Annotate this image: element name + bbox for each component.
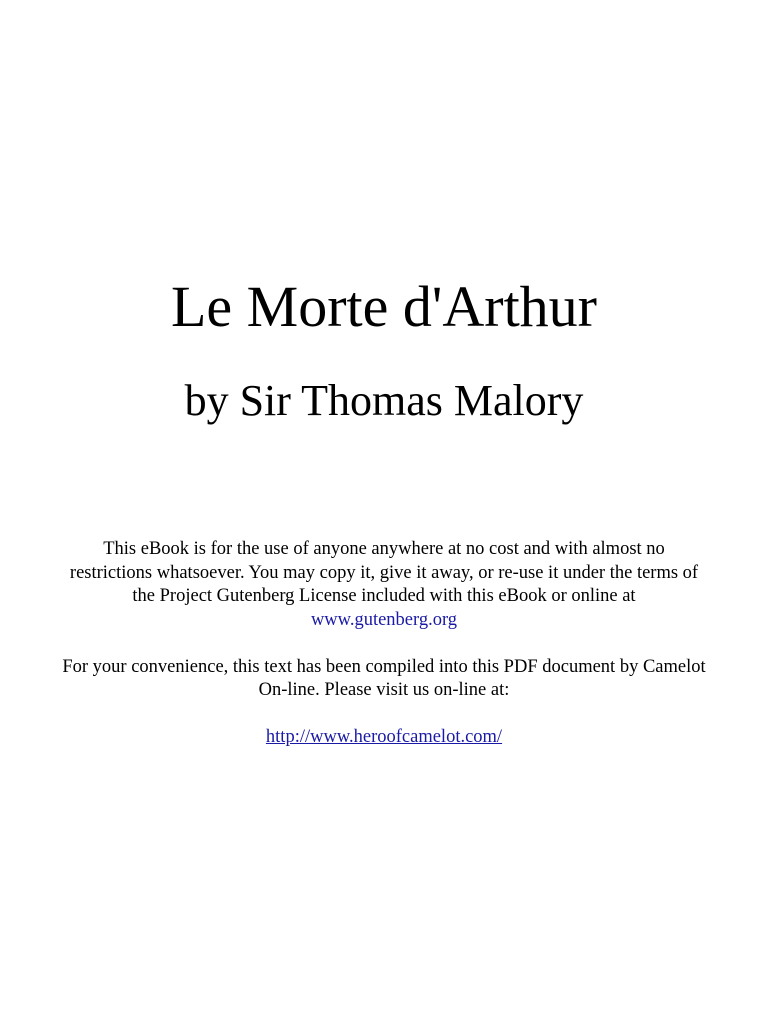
license-text: This eBook is for the use of anyone anywhere at no cost and with almost no restrictions whatsoever. You may copy it, give it away, or re-use it under the terms of the Project Gutenberg License included with this eBook or online at — [69, 539, 699, 606]
book-title: Le Morte d'Arthur — [171, 274, 597, 339]
license-paragraph — [60, 538, 708, 632]
convenience-paragraph: For your convenience, this text has been compiled into this PDF document by Camelot On-line. Please visit us on-line at: — [62, 656, 706, 700]
license-notice — [60, 538, 708, 750]
book-author: by Sir Thomas Malory — [184, 376, 584, 425]
camelot-link[interactable]: http://www.heroofcamelot.com/ — [265, 727, 503, 747]
camelot-link-paragraph — [60, 726, 708, 750]
gutenberg-link[interactable]: www.gutenberg.org — [310, 609, 458, 630]
